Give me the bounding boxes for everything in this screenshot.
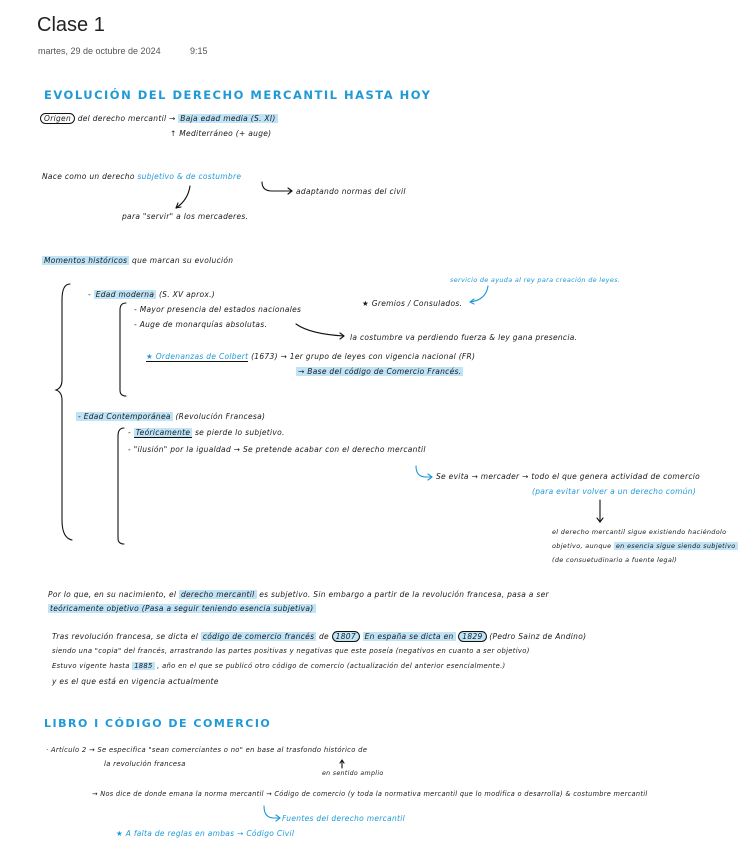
note-derecho-sigue-3: (de consuetudinario a fuente legal) bbox=[552, 556, 678, 564]
tras-1a: Tras revolución francesa, se dicta el bbox=[52, 632, 199, 641]
note-tras-2: siendo una "copia" del francés, arrastrando las partes positivas y negativas que este poseía (negativos en cuanto a ser objetivo) bbox=[52, 647, 530, 655]
base-codigo-text: → Base del código de Comercio Francés. bbox=[298, 367, 462, 376]
arrow-adaptando bbox=[262, 182, 292, 191]
tras-year3: 1885 bbox=[134, 662, 153, 670]
note-teoricamente: - Teóricamente se pierde lo subjetivo. bbox=[128, 428, 285, 437]
origin-label: Origen bbox=[40, 113, 75, 124]
revolucion-label: (Revolución Francesa) bbox=[175, 412, 266, 421]
tras-1d: En españa se dicta en bbox=[364, 632, 454, 641]
tras-3a: Estuvo vigente hasta bbox=[52, 662, 130, 670]
note-falta-reglas: ★ A falta de reglas en ambas → Código Civil bbox=[116, 829, 295, 838]
note-nos-dice: → Nos dice de donde emana la norma mercantil → Código de comercio (y toda la normativa mercantil que lo modifica o desarrolla) & costumbre mercantil bbox=[92, 790, 648, 798]
note-para-servir: para "servir" a los mercaderes. bbox=[122, 212, 249, 221]
note-adaptando: adaptando normas del civil bbox=[296, 187, 406, 196]
pierde-subjetivo: se pierde lo subjetivo. bbox=[194, 428, 285, 437]
edad-contemporanea-label: - Edad Contemporánea bbox=[78, 412, 171, 421]
note-articulo-2: la revolución francesa bbox=[104, 760, 186, 768]
tras-1e: (Pedro Sainz de Andino) bbox=[489, 632, 587, 641]
por-lo-que-2-text: teóricamente objetivo (Pasa a seguir teniendo esencia subjetiva) bbox=[50, 604, 314, 613]
note-para-evitar: (para evitar volver a un derecho común) bbox=[532, 487, 697, 496]
note-servicio-rey: servicio de ayuda al rey para creación de leyes. bbox=[450, 276, 621, 284]
nace-prefix: Nace como un derecho bbox=[42, 172, 135, 181]
arrow-nace-down bbox=[176, 186, 190, 208]
heading-evolucion: EVOLUCIÓN DEL DERECHO MERCANTIL HASTA HOY bbox=[44, 88, 432, 102]
note-edad-moderna: - Edad moderna (S. XV aprox.) bbox=[88, 290, 216, 299]
tras-3b: , año en el que se publicó otro código de comercio (actualización del anterior esencialmente.) bbox=[157, 662, 506, 670]
origin-rest: del derecho mercantil → bbox=[77, 114, 176, 123]
edad-moderna-suffix: (S. XV aprox.) bbox=[158, 290, 216, 299]
note-se-evita: Se evita → mercader → todo el que genera actividad de comercio bbox=[436, 472, 701, 481]
note-tras-4: y es el que está en vigencia actualmente bbox=[52, 677, 219, 686]
note-mayor-presencia: - Mayor presencia del estados nacionales bbox=[134, 305, 302, 314]
ordenanzas-label: ★ Ordenanzas de Colbert bbox=[146, 352, 249, 361]
note-ilusion: - "ilusión" por la igualdad → Se pretende acabar con el derecho mercantil bbox=[128, 445, 426, 454]
arrow-costumbre bbox=[296, 324, 344, 336]
page-time: 9:15 bbox=[190, 46, 208, 56]
derecho-sigue-2b: en esencia sigue siendo subjetivo bbox=[615, 542, 736, 550]
ordenanzas-year: (1673) → 1er grupo de leyes con vigencia nacional (FR) bbox=[251, 352, 476, 361]
tras-year1: 1807 bbox=[332, 631, 360, 642]
momentos-rest: que marcan su evolución bbox=[132, 256, 234, 265]
momentos-label: Momentos históricos bbox=[44, 256, 128, 265]
note-auge-monarquias: - Auge de monarquías absolutas. bbox=[134, 320, 268, 329]
edad-moderna-label: Edad moderna bbox=[95, 290, 155, 299]
bracket-edad-moderna bbox=[120, 303, 126, 396]
note-costumbre-pierde: la costumbre va perdiendo fuerza & ley gana presencia. bbox=[350, 333, 578, 342]
note-derecho-sigue-1: el derecho mercantil sigue existiendo haciéndolo bbox=[552, 528, 727, 536]
teoricamente-label: Teóricamente bbox=[135, 428, 191, 437]
derecho-sigue-2a: objetivo, aunque bbox=[552, 542, 612, 550]
brace-momentos bbox=[56, 284, 72, 540]
note-articulo-1: · Artículo 2 → Se especifica "sean comerciantes o no" en base al trasfondo histórico de bbox=[46, 746, 368, 754]
tras-year2: 1829 bbox=[458, 631, 486, 642]
origin-value: Baja edad media (S. XI) bbox=[180, 114, 276, 123]
page-title: Clase 1 bbox=[37, 14, 105, 36]
nace-blue: subjetivo & de costumbre bbox=[137, 172, 242, 181]
por-lo-que-1a: Por lo que, en su nacimiento, el bbox=[48, 590, 177, 599]
heading-libro: LIBRO I CÓDIGO DE COMERCIO bbox=[44, 717, 272, 730]
bracket-edad-contemporanea bbox=[118, 428, 124, 544]
por-lo-que-1b: derecho mercantil bbox=[180, 590, 255, 599]
tras-1c: de bbox=[318, 632, 329, 641]
note-sentido-amplio: en sentido amplio bbox=[322, 770, 384, 777]
note-mediterraneo: ↑ Mediterráneo (+ auge) bbox=[170, 129, 272, 138]
note-gremios: ★ Gremios / Consulados. bbox=[362, 299, 463, 308]
por-lo-que-1c: es subjetivo. Sin embargo a partir de la revolución francesa, pasa a ser bbox=[259, 590, 549, 599]
page-date: martes, 29 de octubre de 2024 bbox=[38, 46, 161, 56]
tras-1b: código de comercio francés bbox=[202, 632, 315, 641]
note-fuentes: Fuentes del derecho mercantil bbox=[282, 814, 406, 823]
